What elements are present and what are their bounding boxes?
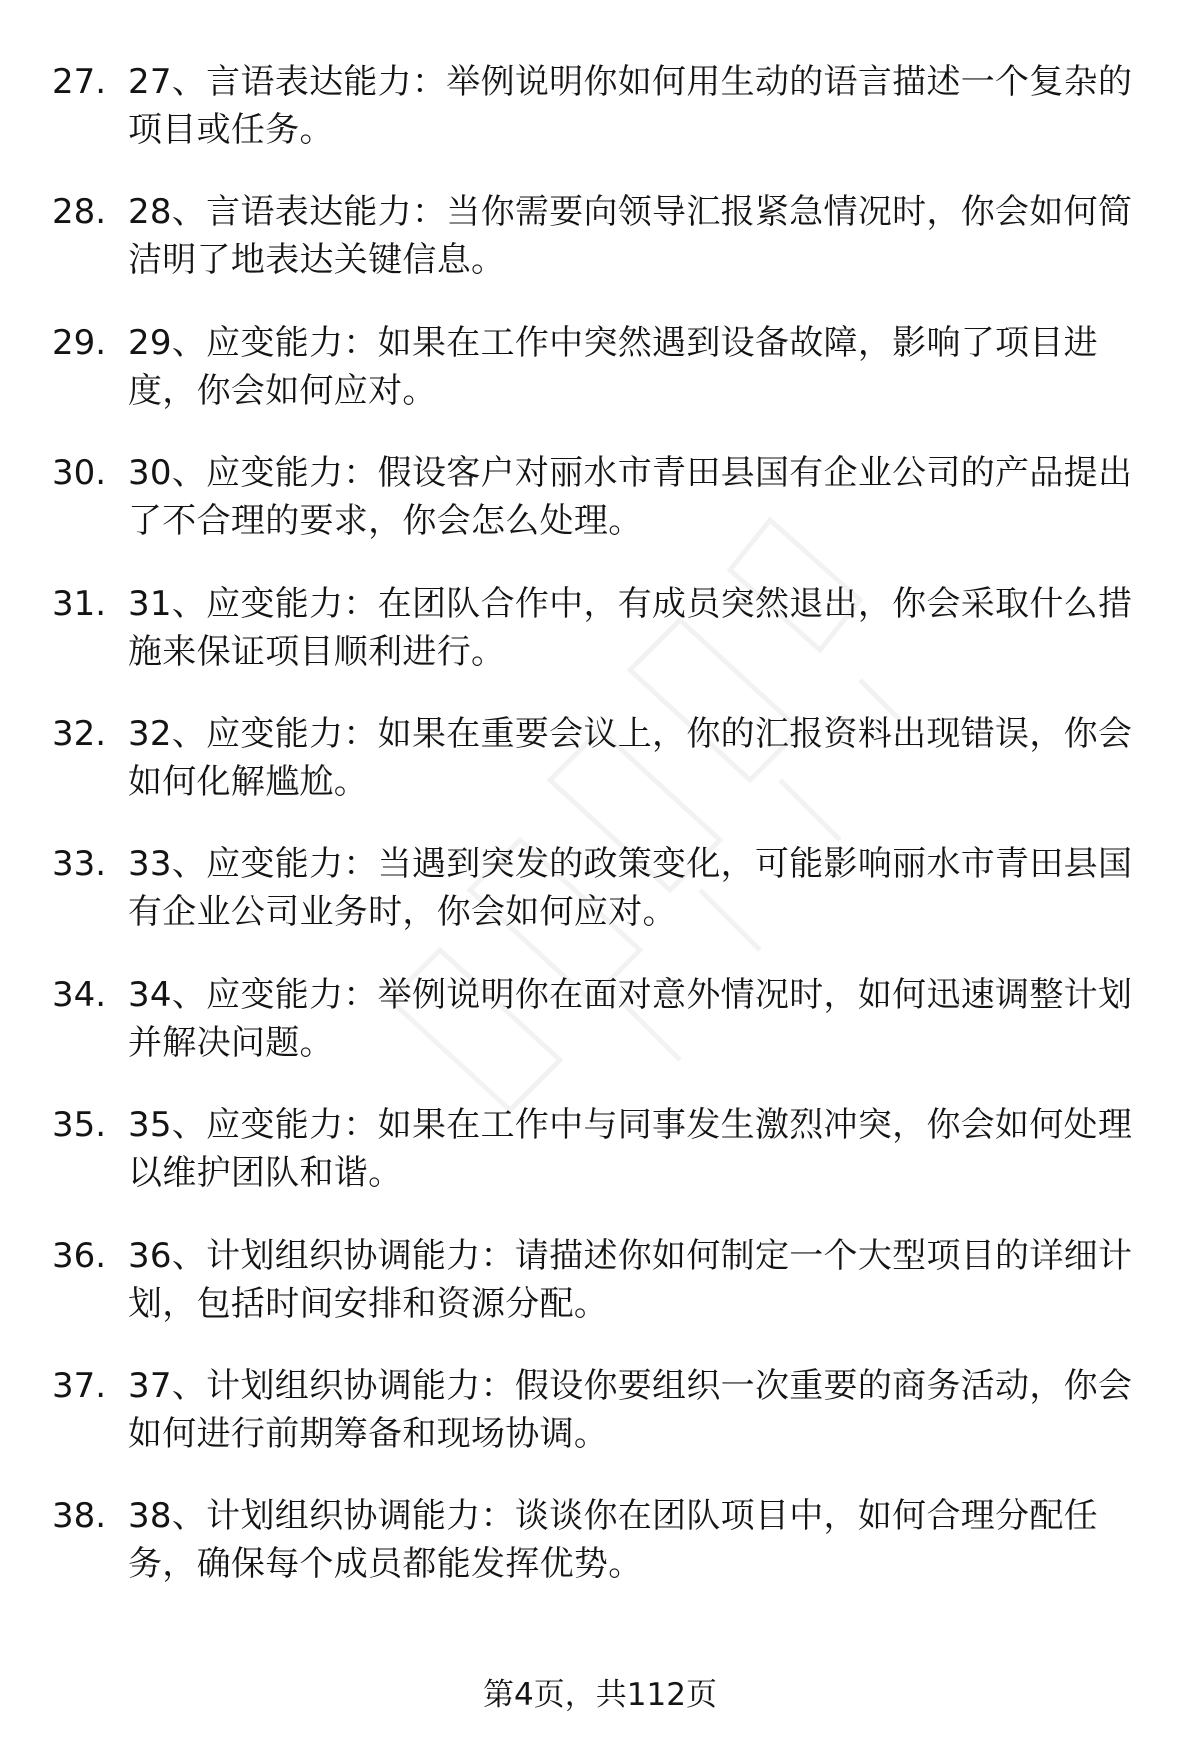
list-item [50,840,1150,970]
page-footer: 第4页，共112页 [483,1677,717,1713]
list-item [50,1101,1150,1231]
item-text: 27、言语表达能力：举例说明你如何用生动的语言描述一个复杂的项目或任务。 [128,62,1133,150]
list-item [50,1492,1150,1622]
list-item [50,449,1150,579]
item-number: 31. [52,583,107,624]
item-number: 28. [52,192,107,233]
item-number: 36. [52,1235,107,1276]
item-text: 28、言语表达能力：当你需要向领导汇报紧急情况时，你会如何简洁明了地表达关键信息。 [128,192,1133,281]
list-item [50,188,1150,318]
item-number: 38. [52,1496,107,1537]
item-number: 30. [52,453,107,494]
item-text: 34、应变能力：举例说明你在面对意外情况时，如何迅速调整计划并解决问题。 [128,974,1133,1063]
item-text: 29、应变能力：如果在工作中突然遇到设备故障，影响了项目进度，你会如何应对。 [128,322,1098,411]
list-item [50,1232,1150,1362]
list-item [50,58,1150,188]
question-list [50,58,1150,1623]
item-text: 36、计划组织协调能力：请描述你如何制定一个大型项目的详细计划，包括时间安排和资源分配。 [128,1235,1133,1324]
item-number: 32. [52,713,107,754]
item-text: 30、应变能力：假设客户对丽水市青田县国有企业公司的产品提出了不合理的要求，你会怎么处理。 [128,453,1133,542]
item-text: 38、计划组织协调能力：谈谈你在团队项目中，如何合理分配任务，确保每个成员都能发挥优势。 [128,1496,1098,1585]
item-text: 33、应变能力：当遇到突发的政策变化，可能影响丽水市青田县国有企业公司业务时，你会如何应对。 [128,844,1133,933]
item-number: 35. [52,1105,107,1146]
item-text: 35、应变能力：如果在工作中与同事发生激烈冲突，你会如何处理以维护团队和谐。 [128,1105,1133,1194]
list-item [50,710,1150,840]
list-item [50,580,1150,710]
item-text: 37、计划组织协调能力：假设你要组织一次重要的商务活动，你会如何进行前期筹备和现场协调。 [128,1365,1133,1454]
list-item [50,1362,1150,1492]
list-item [50,319,1150,449]
item-number: 29. [52,322,107,363]
item-text: 32、应变能力：如果在重要会议上，你的汇报资料出现错误，你会如何化解尴尬。 [128,713,1133,802]
item-number: 27. [52,62,107,102]
item-text: 31、应变能力：在团队合作中，有成员突然退出，你会采取什么措施来保证项目顺利进行。 [128,583,1133,672]
item-number: 34. [52,974,107,1015]
item-number: 37. [52,1365,107,1406]
item-number: 33. [52,844,107,885]
list-item [50,971,1150,1101]
